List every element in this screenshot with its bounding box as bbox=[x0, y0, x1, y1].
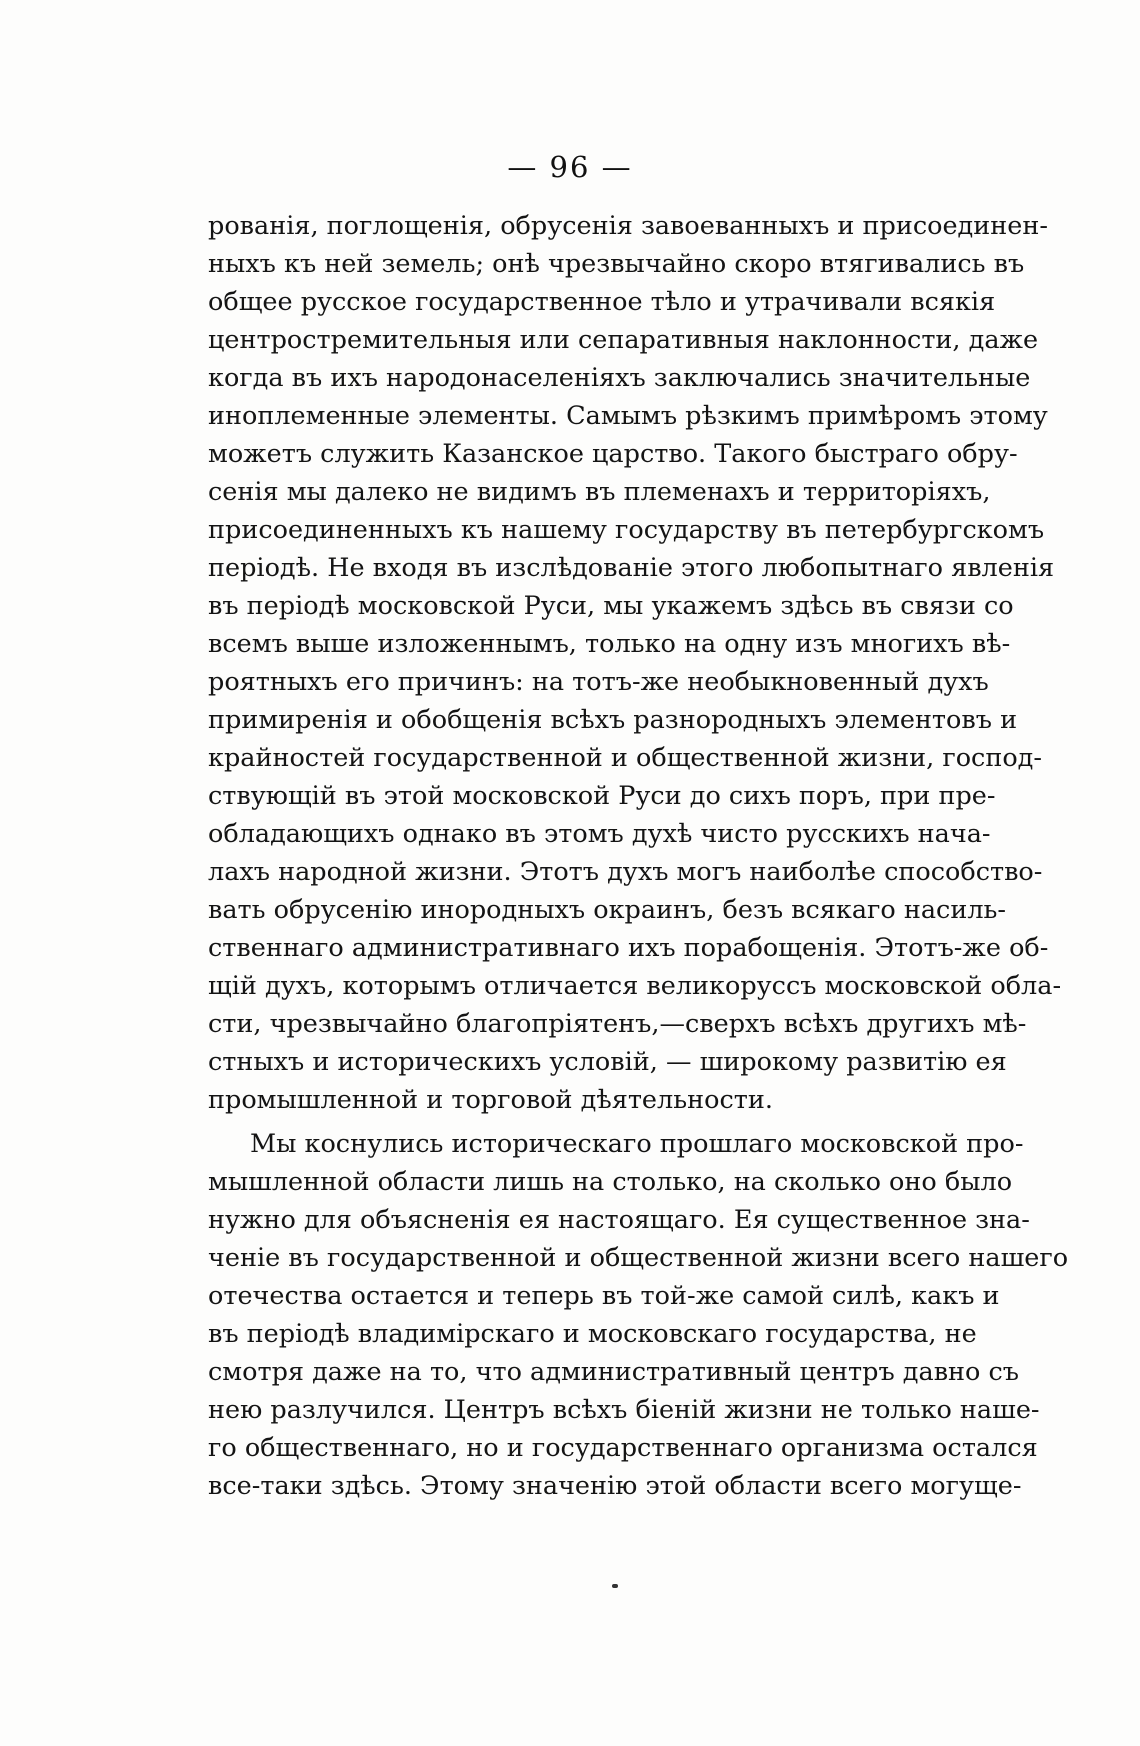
text-line: рованія, поглощенія, обрусенія завоеванныхъ и присоединен- bbox=[208, 211, 1048, 241]
text-line: примиренія и обобщенія всѣхъ разнородныхъ элементовъ и bbox=[208, 705, 1018, 735]
text-line: сенія мы далеко не видимъ въ племенахъ и территоріяхъ, bbox=[208, 477, 991, 507]
text-line: нужно для объясненія ея настоящаго. Ея существенное зна- bbox=[208, 1205, 1030, 1235]
text-line: го общественнаго, но и государственнаго организма остался bbox=[208, 1433, 1038, 1463]
text-line: присоединенныхъ къ нашему государству въ петербургскомъ bbox=[208, 515, 1045, 545]
text-line: смотря даже на то, что административный центръ давно съ bbox=[208, 1357, 1020, 1387]
text-line: ствующій въ этой московской Руси до сихъ поръ, при пре- bbox=[208, 781, 996, 811]
text-line: мышленной области лишь на столько, на сколько оно было bbox=[208, 1167, 1013, 1197]
ink-speck bbox=[612, 1584, 618, 1588]
text-line: роятныхъ его причинъ: на тотъ-же необыкновенный духъ bbox=[208, 667, 989, 697]
text-line: всемъ выше изложеннымъ, только на одну изъ многихъ вѣ- bbox=[208, 629, 1011, 659]
body-text bbox=[208, 207, 1069, 1505]
text-line: центростремительныя или сепаративныя наклонности, даже bbox=[208, 325, 1039, 355]
text-line: отечества остается и теперь въ той-же самой силѣ, какъ и bbox=[208, 1281, 1000, 1311]
text-line: въ періодѣ московской Руси, мы укажемъ здѣсь въ связи со bbox=[208, 591, 1014, 621]
text-line: щій духъ, которымъ отличается великоруссъ московской обла- bbox=[208, 971, 1062, 1001]
text-line: общее русское государственное тѣло и утрачивали всякія bbox=[208, 287, 996, 317]
text-line: промышленной и торговой дѣятельности. bbox=[208, 1085, 773, 1115]
text-line: можетъ служить Казанское царство. Такого быстраго обру- bbox=[208, 439, 1018, 469]
text-line: крайностей государственной и общественной жизни, господ- bbox=[208, 743, 1043, 773]
text-line: періодѣ. Не входя въ изслѣдованіе этого любопытнаго явленія bbox=[208, 553, 1055, 583]
text-line: въ періодѣ владимірскаго и московскаго государства, не bbox=[208, 1319, 977, 1349]
text-line: стныхъ и историческихъ условій, — широкому развитію ея bbox=[208, 1047, 1007, 1077]
text-line: нею разлучился. Центръ всѣхъ біеній жизни не только наше- bbox=[208, 1395, 1040, 1425]
text-line: Мы коснулись историческаго прошлаго московской про- bbox=[250, 1129, 1024, 1159]
paragraph-2 bbox=[208, 1125, 1069, 1505]
text-line: ченіе въ государственной и общественной жизни всего нашего bbox=[208, 1243, 1069, 1273]
text-line: сти, чрезвычайно благопріятенъ,—сверхъ всѣхъ другихъ мѣ- bbox=[208, 1009, 1027, 1039]
text-line: когда въ ихъ народонаселеніяхъ заключались значительные bbox=[208, 363, 1031, 393]
paragraph-1 bbox=[208, 207, 1062, 1119]
text-line: обладающихъ однако въ этомъ духѣ чисто русскихъ нача- bbox=[208, 819, 991, 849]
text-line: лахъ народной жизни. Этотъ духъ могъ наиболѣе способство- bbox=[208, 857, 1043, 887]
text-line: ственнаго административнаго ихъ порабощенія. Этотъ-же об- bbox=[208, 933, 1049, 963]
text-line: ныхъ къ ней земель; онѣ чрезвычайно скоро втягивались въ bbox=[208, 249, 1025, 279]
page-number: — 96 — bbox=[507, 150, 633, 184]
text-line: вать обрусенію инородныхъ окраинъ, безъ всякаго насиль- bbox=[208, 895, 1007, 925]
text-line: все-таки здѣсь. Этому значенію этой области всего могуще- bbox=[208, 1471, 1022, 1501]
text-line: иноплеменные элементы. Самымъ рѣзкимъ примѣромъ этому bbox=[208, 401, 1048, 431]
